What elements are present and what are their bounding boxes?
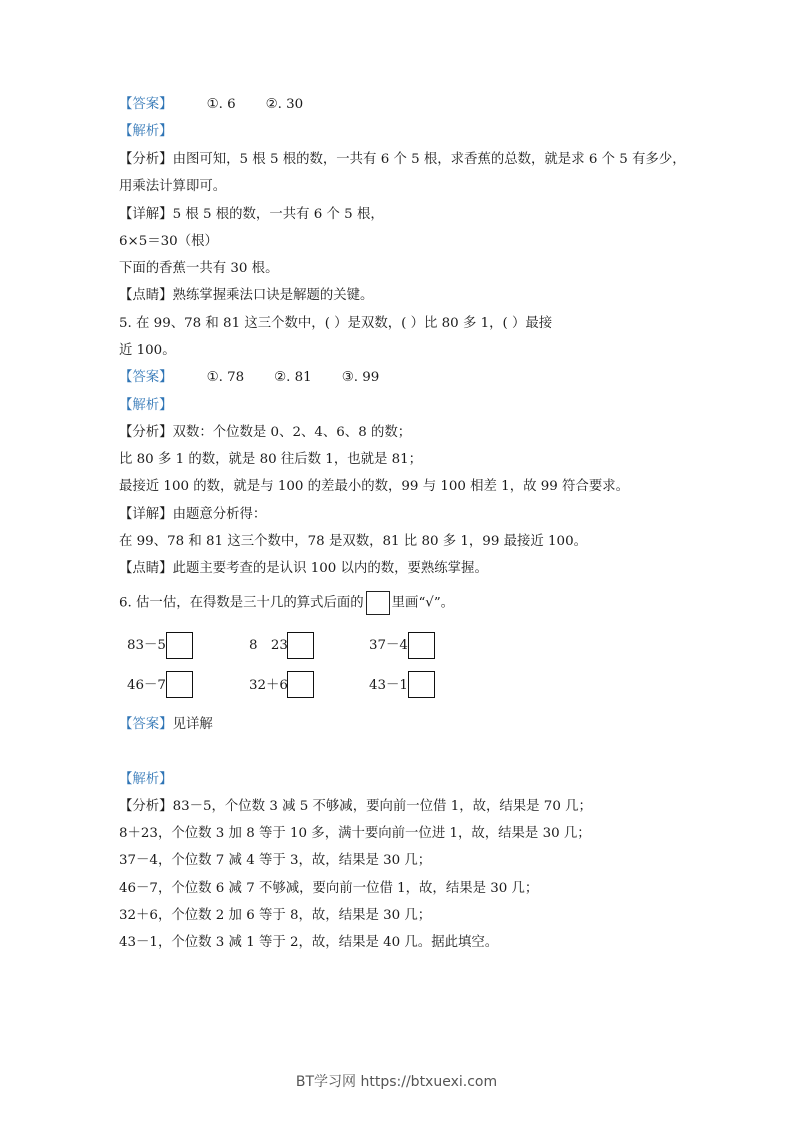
answer-tag: 【答案】 [119,717,173,732]
fenxi-tag: 【分析】 [119,152,173,167]
q6-fenxi-line: 32＋6，个位数 2 加 6 等于 8，故，结果是 30 几； [119,908,432,923]
q6-stem [119,591,454,615]
q6-fenxi-line: 43－1，个位数 3 减 1 等于 2，故，结果是 40 几。据此填空。 [119,935,499,950]
q4-calc: 6×5＝30（根） [119,234,218,249]
q6-fenxi-line: 46－7，个位数 6 减 7 不够减，要向前一位借 1，故，结果是 30 几； [119,881,539,896]
fenxi-text: 由图可知，5 根 5 根的数，一共有 6 个 5 根，求香蕉的总数，就是求 6 个 5 有多少， [172,152,686,167]
answer-item: ①. 6 [206,97,236,112]
q6-stem-text: 里画“√”。 [391,595,455,611]
analysis-tag: 【解析】 [119,124,173,139]
q5-stem-cont: 近 100。 [119,343,176,358]
fenxi-tag: 【分析】 [119,425,173,440]
expression: 8 23 [249,638,288,653]
q6-stem-text: 6. 估一估，在得数是三十几的算式后面的 [119,595,364,611]
q6-fenxi-line: 37－4，个位数 7 减 4 等于 3，故，结果是 30 几； [119,853,432,868]
q4-answer-line [119,96,303,114]
q5-answer-line [119,369,379,387]
dianjing-text: 熟练掌握乘法口诀是解题的关键。 [172,288,374,303]
fenxi-text: 83－5，个位数 3 减 5 不够减，要向前一位借 1，故，结果是 70 几； [172,799,592,814]
dianjing-tag: 【点睛】 [119,288,173,303]
analysis-tag: 【解析】 [119,398,173,413]
answer-tag: 【答案】 [119,370,173,385]
q4-fenxi-cont: 用乘法计算即可。 [119,179,227,194]
q4-xiangjie [119,206,384,224]
answer-text: 见详解 [172,717,213,732]
q5-xiangjie-line: 在 99、78 和 81 这三个数中，78 是双数，81 比 80 多 1，99 最接近 100。 [119,534,587,549]
q5-fenxi-line: 最接近 100 的数，就是与 100 的差最小的数，99 与 100 相差 1，故 99 符合要求。 [119,479,629,494]
answer-box[interactable] [408,632,435,659]
q5-fenxi [119,424,411,442]
answer-item: ②. 81 [274,370,312,385]
fenxi-tag: 【分析】 [119,799,173,814]
q6-fenxi-line: 8＋23，个位数 3 加 8 等于 10 多，满十要向前一位进 1，故，结果是 30 几； [119,826,591,841]
answer-item: ③. 99 [341,370,380,385]
q4-fenxi [119,151,686,169]
q5-stem: 5. 在 99、78 和 81 这三个数中，( ）是双数，( ）比 80 多 1，( ）最接 [119,316,553,331]
expression: 83－5 [127,638,166,653]
answer-box[interactable] [287,671,314,698]
footer-watermark: BT学习网 https://btxuexi.com [295,1074,498,1090]
answer-tag: 【答案】 [119,97,173,112]
dianjing-tag: 【点睛】 [119,561,173,576]
answer-box[interactable] [287,632,314,659]
q4-result: 下面的香蕉一共有 30 根。 [119,261,279,276]
q5-xiangjie [119,506,266,524]
expression: 32＋6 [249,678,288,693]
q6-fenxi [119,798,592,816]
answer-box[interactable] [408,671,435,698]
fenxi-text: 双数：个位数是 0、2、4、6、8 的数； [172,425,412,440]
q5-dianjing [119,560,488,578]
xiangjie-tag: 【详解】 [119,207,173,222]
analysis-tag: 【解析】 [119,772,173,787]
expression: 46－7 [127,678,166,693]
q6-answer-line [119,716,213,734]
q5-fenxi-line: 比 80 多 1 的数，就是 80 往后数 1，也就是 81； [119,452,423,467]
example-box [366,591,390,615]
xiangjie-tag: 【详解】 [119,507,173,522]
answer-item: ②. 30 [265,97,304,112]
answer-box[interactable] [166,671,193,698]
xiangjie-text: 5 根 5 根的数，一共有 6 个 5 根， [172,207,384,222]
answer-box[interactable] [166,632,193,659]
expression: 37－4 [369,638,408,653]
xiangjie-text: 由题意分析得： [172,507,267,522]
q4-dianjing [119,287,373,305]
answer-item: ①. 78 [206,370,245,385]
dianjing-text: 此题主要考查的是认识 100 以内的数，要熟练掌握。 [172,561,488,576]
expression: 43－1 [369,678,408,693]
